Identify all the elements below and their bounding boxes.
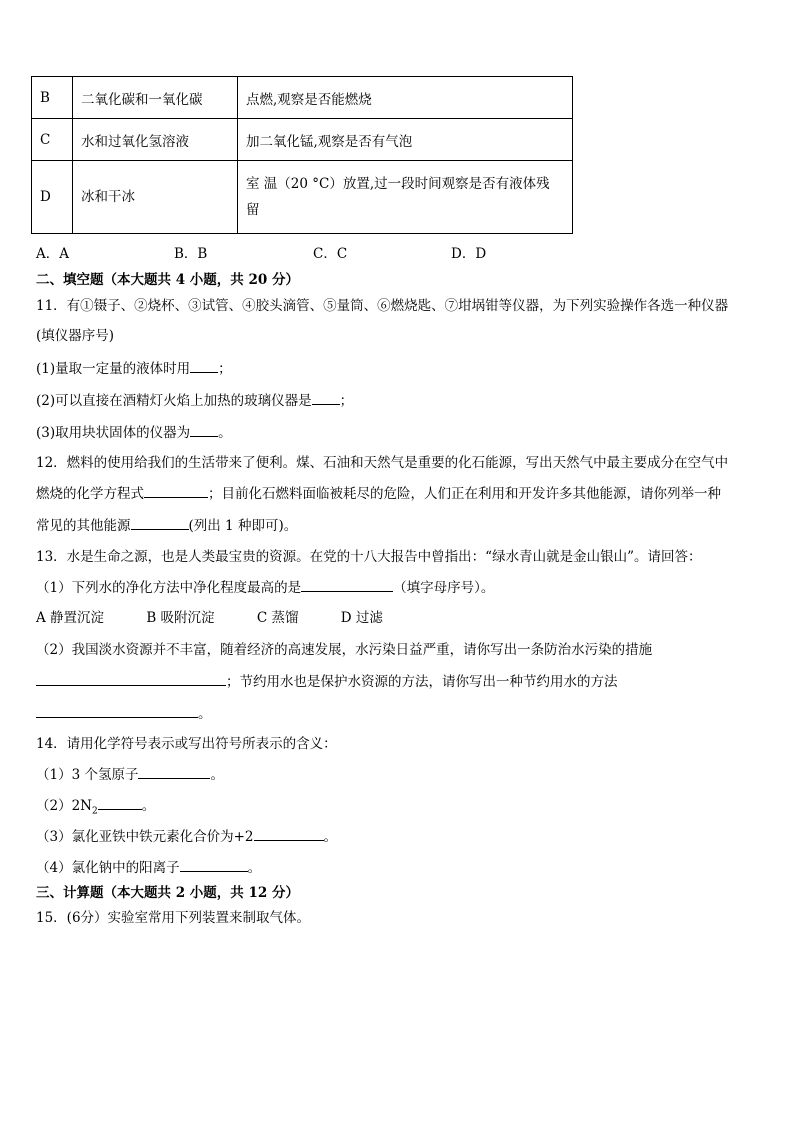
- q14-part-4: （4）氯化钠中的阳离子 。: [36, 856, 261, 876]
- answer-blank[interactable]: [131, 515, 189, 530]
- q14-stem: 14．请用化学符号表示或写出符号所表示的含义：: [36, 736, 337, 752]
- table-row: [32, 77, 573, 119]
- table-row: [32, 161, 573, 234]
- q13-option-b: B 吸附沉淀: [146, 610, 215, 626]
- q11-stem: 11．有①镊子、②烧杯、③试管、④胶头滴管、⑤量筒、⑥燃烧匙、⑦坩埚钳等仪器，为下列实验操作各选一种仪器: [36, 298, 729, 314]
- answer-blank[interactable]: [190, 422, 218, 437]
- choice-b: B．B: [174, 246, 208, 262]
- answer-blank[interactable]: [144, 483, 208, 498]
- q12-stem-2: 燃烧的化学方程式 ；目前化石燃料面临被耗尽的危险，人们正在利用和开发许多其他能源，请你列举一种: [36, 482, 721, 502]
- q11-part-2: (2)可以直接在酒精灯火焰上加热的玻璃仪器是 ；: [36, 389, 353, 409]
- q14-part-2: $(2)2N_2$ 。: [36, 794, 155, 817]
- row-substances: 水和过氧化氢溶液: [73, 119, 238, 161]
- table-row: [32, 119, 573, 161]
- answer-blank[interactable]: [36, 703, 198, 718]
- q13-part-1: （1）下列水的净化方法中净化程度最高的是 （填字母序号）。: [36, 576, 494, 596]
- q12-stem-3: 常见的其他能源 (列出 1 种即可)。: [36, 514, 297, 534]
- section-2-title: 二、填空题（本大题共 4 小题，共 20 分）: [36, 272, 299, 288]
- answer-blank[interactable]: [180, 857, 248, 872]
- answer-blank[interactable]: [312, 390, 340, 405]
- q13-part-2-c: 。: [36, 702, 212, 722]
- choice-a: A．A: [36, 246, 69, 262]
- q12-stem: 12．燃料的使用给我们的生活带来了便利。煤、石油和天然气是重要的化石能源，写出天然气中最主要成分在空气中: [36, 455, 729, 471]
- options-table: [31, 76, 573, 234]
- q11-stem-2: (填仪器序号): [36, 328, 115, 344]
- q13-part-2: （2）我国淡水资源并不丰富，随着经济的高速发展，水污染日益严重，请你写出一条防治水污染的措施: [36, 642, 653, 658]
- choice-c: C．C: [313, 246, 348, 262]
- row-method: [238, 161, 573, 234]
- row-method-line1: 室 温（20 °C）放置,过一段时间观察是否有液体残: [246, 176, 550, 192]
- section-3-title: 三、计算题（本大题共 2 小题，共 12 分）: [36, 885, 299, 901]
- row-label: C: [32, 119, 73, 161]
- row-method-line2: 留: [246, 202, 260, 218]
- answer-blank[interactable]: [254, 826, 324, 841]
- q13-stem: 13．水是生命之源，也是人类最宝贵的资源。在党的十八大报告中曾指出：“绿水青山就是金山银山”。请回答：: [36, 549, 702, 565]
- q11-part-3: (3)取用块状固体的仪器为 。: [36, 421, 232, 441]
- row-substances: 冰和干冰: [73, 161, 238, 234]
- q11-part-1: (1)量取一定量的液体时用 ；: [36, 357, 232, 377]
- q13-option-d: D 过滤: [340, 610, 383, 626]
- choice-d: D．D: [451, 246, 487, 262]
- answer-blank[interactable]: [98, 795, 142, 810]
- answer-blank[interactable]: [301, 577, 393, 592]
- row-label: D: [32, 161, 73, 234]
- q13-option-c: C 蒸馏: [256, 610, 299, 626]
- answer-blank[interactable]: [138, 764, 210, 779]
- q13-part-2-b: ；节约用水也是保护水资源的方法，请你写出一种节约用水的方法: [36, 670, 618, 690]
- q14-part-3: （3）氯化亚铁中铁元素化合价为+2 。: [36, 825, 337, 845]
- q13-option-a: A 静置沉淀: [36, 610, 105, 626]
- answer-blank[interactable]: [36, 671, 226, 686]
- row-method: 点燃,观察是否能燃烧: [238, 77, 573, 119]
- row-method: 加二氧化锰,观察是否有气泡: [238, 119, 573, 161]
- row-substances: 二氧化碳和一氧化碳: [73, 77, 238, 119]
- row-label: B: [32, 77, 73, 119]
- q14-part-1: （1）3 个氢原子 。: [36, 763, 224, 783]
- q13-options: [36, 606, 383, 626]
- q15-stem: 15．(6分）实验室常用下列装置来制取气体。: [36, 910, 311, 926]
- answer-blank[interactable]: [190, 358, 218, 373]
